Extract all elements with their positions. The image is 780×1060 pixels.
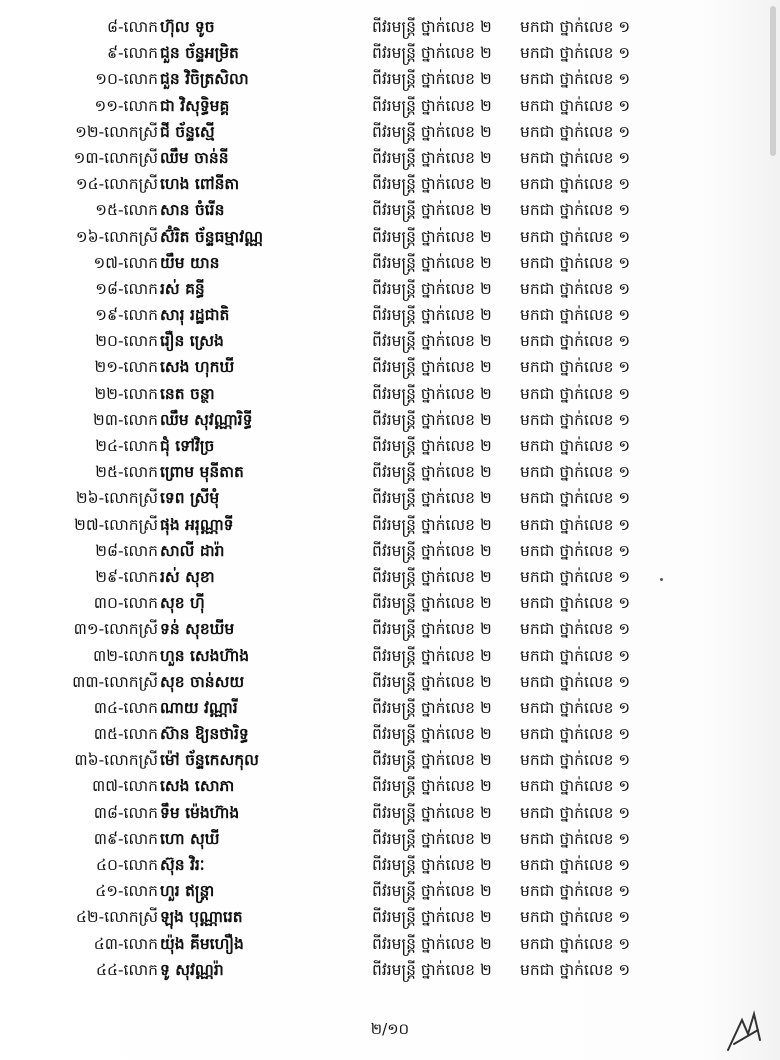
person-name: ជី ច័ន្ទស្មើ <box>160 122 215 141</box>
row-number: ៣៤-លោក <box>93 698 158 717</box>
to-rank: មកជា ថ្នាក់លេខ ១ <box>520 541 631 560</box>
row-number: ១២-លោកស្រី <box>75 122 158 141</box>
to-rank: មកជា ថ្នាក់លេខ ១ <box>520 253 631 272</box>
scrollbar[interactable] <box>770 6 776 156</box>
from-rank: ពីវរមន្ត្រី ថ្នាក់លេខ ២ <box>372 148 492 167</box>
to-rank: មកជា ថ្នាក់លេខ ១ <box>520 70 631 89</box>
to-rank: មកជា ថ្នាក់លេខ ១ <box>520 175 631 194</box>
from-rank: ពីវរមន្ត្រី ថ្នាក់លេខ ២ <box>372 620 492 639</box>
from-rank: ពីវរមន្ត្រី ថ្នាក់លេខ ២ <box>372 332 492 351</box>
person-name: ឡុង បុណ្ណារេត <box>160 908 243 927</box>
from-rank: ពីវរមន្ត្រី ថ្នាក់លេខ ២ <box>372 803 492 822</box>
person-name: ឈឹម សុវណ្ណារិទ្ធី <box>160 410 253 429</box>
from-rank: ពីវរមន្ត្រី ថ្នាក់លេខ ២ <box>372 934 492 953</box>
row-number: ៤២-លោកស្រី <box>75 908 158 927</box>
from-rank: ពីវរមន្ត្រី ថ្នាក់លេខ ២ <box>372 829 492 848</box>
list-row <box>0 14 780 40</box>
list-row <box>0 40 780 66</box>
list-row <box>0 931 780 957</box>
from-rank: ពីវរមន្ត្រី ថ្នាក់លេខ ២ <box>372 70 492 89</box>
person-name: សេង សោភា <box>160 777 235 796</box>
to-rank: មកជា ថ្នាក់លេខ ១ <box>520 358 631 377</box>
list-row <box>0 485 780 511</box>
to-rank: មកជា ថ្នាក់លេខ ១ <box>520 829 631 848</box>
from-rank: ពីវរមន្ត្រី ថ្នាក់លេខ ២ <box>372 725 492 744</box>
to-rank: មកជា ថ្នាក់លេខ ១ <box>520 306 631 325</box>
from-rank: ពីវរមន្ត្រី ថ្នាក់លេខ ២ <box>372 672 492 691</box>
from-rank: ពីវរមន្ត្រី ថ្នាក់លេខ ២ <box>372 908 492 927</box>
person-name: ស៊ុន វិរៈ <box>160 856 205 874</box>
to-rank: មកជា ថ្នាក់លេខ ១ <box>520 384 631 403</box>
to-rank: មកជា ថ្នាក់លេខ ១ <box>520 882 631 901</box>
to-rank: មកជា ថ្នាក់លេខ ១ <box>520 463 631 482</box>
person-name: ហេង ពៅនីតា <box>160 175 240 194</box>
row-number: ២៧-លោកស្រី <box>74 515 158 534</box>
person-name: ទឹម ម៉េងហ៊ាង <box>160 803 240 822</box>
to-rank: មកជា ថ្នាក់លេខ ១ <box>520 332 631 351</box>
row-number: ២៥-លោក <box>95 463 158 482</box>
list-row <box>0 643 780 669</box>
list-row <box>0 616 780 642</box>
from-rank: ពីវរមន្ត្រី ថ្នាក់លេខ ២ <box>372 751 492 770</box>
list-row <box>0 197 780 223</box>
person-name: សុខ ហ៊ី <box>160 594 205 613</box>
from-rank: ពីវរមន្ត្រី ថ្នាក់លេខ ២ <box>372 44 492 63</box>
to-rank: មកជា ថ្នាក់លេខ ១ <box>520 227 631 246</box>
person-name: សេង ហុកឃី <box>160 358 235 377</box>
page-number: ២/១០ <box>370 1020 410 1038</box>
person-name: នេត ចន្ថា <box>160 384 215 403</box>
person-name: ណាយ វណ្ណារី <box>160 698 238 717</box>
from-rank: ពីវរមន្ត្រី ថ្នាក់លេខ ២ <box>372 358 492 377</box>
from-rank: ពីវរមន្ត្រី ថ្នាក់លេខ ២ <box>372 698 492 717</box>
row-number: ១១-លោក <box>94 96 158 115</box>
from-rank: ពីវរមន្ត្រី ថ្នាក់លេខ ២ <box>372 253 492 272</box>
list-row <box>0 433 780 459</box>
list-row <box>0 747 780 773</box>
person-name: ហួរ ឥន្ត្រា <box>160 882 215 901</box>
person-name: ទេព ស្រីមុំ <box>160 489 220 508</box>
person-name: ម៉ៅ ច័ន្ទកេសកុល <box>160 751 259 770</box>
row-number: ៨-លោក <box>106 18 158 36</box>
list-row <box>0 512 780 538</box>
list-row <box>0 800 780 826</box>
from-rank: ពីវរមន្ត្រី ថ្នាក់លេខ ២ <box>372 777 492 796</box>
row-number: ៤៤-លោក <box>96 960 158 979</box>
to-rank: មកជា ថ្នាក់លេខ ១ <box>520 698 631 717</box>
list-row <box>0 145 780 171</box>
from-rank: ពីវរមន្ត្រី ថ្នាក់លេខ ២ <box>372 463 492 482</box>
row-number: ៣២-លោក <box>92 646 158 665</box>
to-rank: មកជា ថ្នាក់លេខ ១ <box>520 44 631 63</box>
row-number: ១៩-លោក <box>95 306 158 325</box>
to-rank: មកជា ថ្នាក់លេខ ១ <box>520 96 631 115</box>
promotion-list <box>0 14 780 983</box>
to-rank: មកជា ថ្នាក់លេខ ១ <box>520 725 631 744</box>
person-name: ព្រោម មុនីតាត <box>160 463 244 482</box>
to-rank: មកជា ថ្នាក់លេខ ១ <box>520 437 631 455</box>
to-rank: មកជា ថ្នាក់លេខ ១ <box>520 122 631 141</box>
list-row <box>0 852 780 878</box>
row-number: ១៧-លោក <box>93 253 158 272</box>
from-rank: ពីវរមន្ត្រី ថ្នាក់លេខ ២ <box>372 306 492 325</box>
list-row <box>0 250 780 276</box>
person-name: ជុំ ទៅវិច្រ <box>160 437 215 455</box>
list-row <box>0 407 780 433</box>
from-rank: ពីវរមន្ត្រី ថ្នាក់លេខ ២ <box>372 410 492 429</box>
person-name: រស់ សុខា <box>160 567 215 586</box>
person-name: យ៉ុង គីមហឿង <box>160 934 244 953</box>
to-rank: មកជា ថ្នាក់លេខ ១ <box>520 410 631 429</box>
row-number: ១៨-លោក <box>95 279 158 298</box>
to-rank: មកជា ថ្នាក់លេខ ១ <box>520 489 631 508</box>
list-row <box>0 171 780 197</box>
from-rank: ពីវរមន្ត្រី ថ្នាក់លេខ ២ <box>372 515 492 534</box>
row-number: ១៦-លោកស្រី <box>75 227 158 246</box>
person-name: យឹម យាន <box>160 253 220 272</box>
row-number: ១៣-លោកស្រី <box>73 148 158 167</box>
list-row <box>0 328 780 354</box>
to-rank: មកជា ថ្នាក់លេខ ១ <box>520 908 631 927</box>
row-number: ២១-លោក <box>94 358 158 377</box>
person-name: ស៊ំរិត ច័ន្ទធម្មាវណ្ណ <box>160 227 264 246</box>
list-row <box>0 224 780 250</box>
list-row <box>0 381 780 407</box>
row-number: ២០-លោក <box>95 332 158 351</box>
list-row <box>0 957 780 983</box>
row-number: ៣០-លោក <box>93 594 158 613</box>
from-rank: ពីវរមន្ត្រី ថ្នាក់លេខ ២ <box>372 201 492 220</box>
row-number: ១០-លោក <box>95 70 158 89</box>
person-name: ហួន សេងហ៊ាង <box>160 646 250 665</box>
row-number: ៩-លោក <box>106 44 158 63</box>
list-row <box>0 354 780 380</box>
to-rank: មកជា ថ្នាក់លេខ ១ <box>520 567 631 586</box>
person-name: ទូ សុវណ្ណរ៉ា <box>160 960 224 979</box>
to-rank: មកជា ថ្នាក់លេខ ១ <box>520 856 631 874</box>
list-row <box>0 695 780 721</box>
from-rank: ពីវរមន្ត្រី ថ្នាក់លេខ ២ <box>372 594 492 613</box>
to-rank: មកជា ថ្នាក់លេខ ១ <box>520 803 631 822</box>
row-number: ៣១-លោកស្រី <box>73 620 158 639</box>
row-number: ២៦-លោកស្រី <box>75 489 158 508</box>
to-rank: មកជា ថ្នាក់លេខ ១ <box>520 620 631 639</box>
list-row <box>0 66 780 92</box>
row-number: ២២-លោក <box>94 384 158 403</box>
person-name: សាលី ដារ៉ា <box>160 541 225 560</box>
from-rank: ពីវរមន្ត្រី ថ្នាក់លេខ ២ <box>372 279 492 298</box>
person-name: រឿន ស្រេង <box>160 332 224 351</box>
person-name: ជា វិសុទ្ធិមគ្គ <box>160 96 230 115</box>
person-name: ជួន ច័ន្ទអម្រិត <box>160 44 239 63</box>
from-rank: ពីវរមន្ត្រី ថ្នាក់លេខ ២ <box>372 489 492 508</box>
from-rank: ពីវរមន្ត្រី ថ្នាក់លេខ ២ <box>372 384 492 403</box>
list-row <box>0 590 780 616</box>
person-name: ជួន វិចិត្រសិលា <box>160 70 249 89</box>
row-number: ៤៣-លោក <box>93 934 158 953</box>
to-rank: មកជា ថ្នាក់លេខ ១ <box>520 18 631 36</box>
to-rank: មកជា ថ្នាក់លេខ ១ <box>520 594 631 613</box>
person-name: ឈឹម ចាន់នី <box>160 148 229 167</box>
to-rank: មកជា ថ្នាក់លេខ ១ <box>520 515 631 534</box>
list-row <box>0 564 780 590</box>
from-rank: ពីវរមន្ត្រី ថ្នាក់លេខ ២ <box>372 856 492 874</box>
list-row <box>0 904 780 930</box>
from-rank: ពីវរមន្ត្រី ថ្នាក់លេខ ២ <box>372 541 492 560</box>
row-number: ៣៥-លោក <box>93 725 158 744</box>
row-number: ២៨-លោក <box>95 541 158 560</box>
row-number: ៣៨-លោក <box>93 803 158 822</box>
signature-mark <box>720 1000 770 1055</box>
person-name: រស់ គន្ធី <box>160 279 205 298</box>
list-row <box>0 721 780 747</box>
from-rank: ពីវរមន្ត្រី ថ្នាក់លេខ ២ <box>372 227 492 246</box>
person-name: ហោ សុឃី <box>160 829 220 848</box>
to-rank: មកជា ថ្នាក់លេខ ១ <box>520 751 631 770</box>
from-rank: ពីវរមន្ត្រី ថ្នាក់លេខ ២ <box>372 96 492 115</box>
list-row <box>0 93 780 119</box>
to-rank: មកជា ថ្នាក់លេខ ១ <box>520 934 631 953</box>
person-name: សារុ រដ្ឋជាតិ <box>160 306 230 325</box>
list-row <box>0 119 780 145</box>
to-rank: មកជា ថ្នាក់លេខ ១ <box>520 960 631 979</box>
row-number: ៤០-លោក <box>96 856 158 874</box>
from-rank: ពីវរមន្ត្រី ថ្នាក់លេខ ២ <box>372 646 492 665</box>
row-number: ១៤-លោកស្រី <box>75 175 158 194</box>
from-rank: ពីវរមន្ត្រី ថ្នាក់លេខ ២ <box>372 122 492 141</box>
from-rank: ពីវរមន្ត្រី ថ្នាក់លេខ ២ <box>372 882 492 901</box>
list-row <box>0 773 780 799</box>
to-rank: មកជា ថ្នាក់លេខ ១ <box>520 148 631 167</box>
row-number: ២៩-លោក <box>95 567 158 586</box>
to-rank: មកជា ថ្នាក់លេខ ១ <box>520 201 631 220</box>
list-row <box>0 669 780 695</box>
list-row <box>0 302 780 328</box>
row-number: ២៣-លោក <box>92 410 158 429</box>
row-number: ៤១-លោក <box>95 882 158 901</box>
person-name: ស៊ាន ឱ្យនថារិទ្ធ <box>160 725 249 744</box>
from-rank: ពីវរមន្ត្រី ថ្នាក់លេខ ២ <box>372 567 492 586</box>
from-rank: ពីវរមន្ត្រី ថ្នាក់លេខ ២ <box>372 18 492 36</box>
list-row <box>0 459 780 485</box>
person-name: ទន់ សុខឃីម <box>160 620 235 639</box>
from-rank: ពីវរមន្ត្រី ថ្នាក់លេខ ២ <box>372 437 492 455</box>
row-number: ១៥-លោក <box>95 201 158 220</box>
row-number: ២៤-លោក <box>95 437 158 455</box>
person-name: សុខ ចាន់សយ <box>160 672 245 691</box>
list-row <box>0 276 780 302</box>
list-row <box>0 878 780 904</box>
from-rank: ពីវរមន្ត្រី ថ្នាក់លេខ ២ <box>372 960 492 979</box>
speck <box>660 578 663 581</box>
person-name: ផុង អរុណ្ណាទី <box>160 515 234 534</box>
list-row <box>0 826 780 852</box>
list-row <box>0 538 780 564</box>
to-rank: មកជា ថ្នាក់លេខ ១ <box>520 672 631 691</box>
to-rank: មកជា ថ្នាក់លេខ ១ <box>520 777 631 796</box>
person-name: សាន ចំរើន <box>160 201 225 220</box>
row-number: ៣៧-លោក <box>92 777 158 796</box>
row-number: ៣៣-លោកស្រី <box>72 672 158 691</box>
to-rank: មកជា ថ្នាក់លេខ ១ <box>520 646 631 665</box>
row-number: ៣៦-លោកស្រី <box>74 751 158 770</box>
row-number: ៣៩-លោក <box>93 829 158 848</box>
from-rank: ពីវរមន្ត្រី ថ្នាក់លេខ ២ <box>372 175 492 194</box>
to-rank: មកជា ថ្នាក់លេខ ១ <box>520 279 631 298</box>
person-name: ហ៊ុល ទូច <box>160 18 215 36</box>
